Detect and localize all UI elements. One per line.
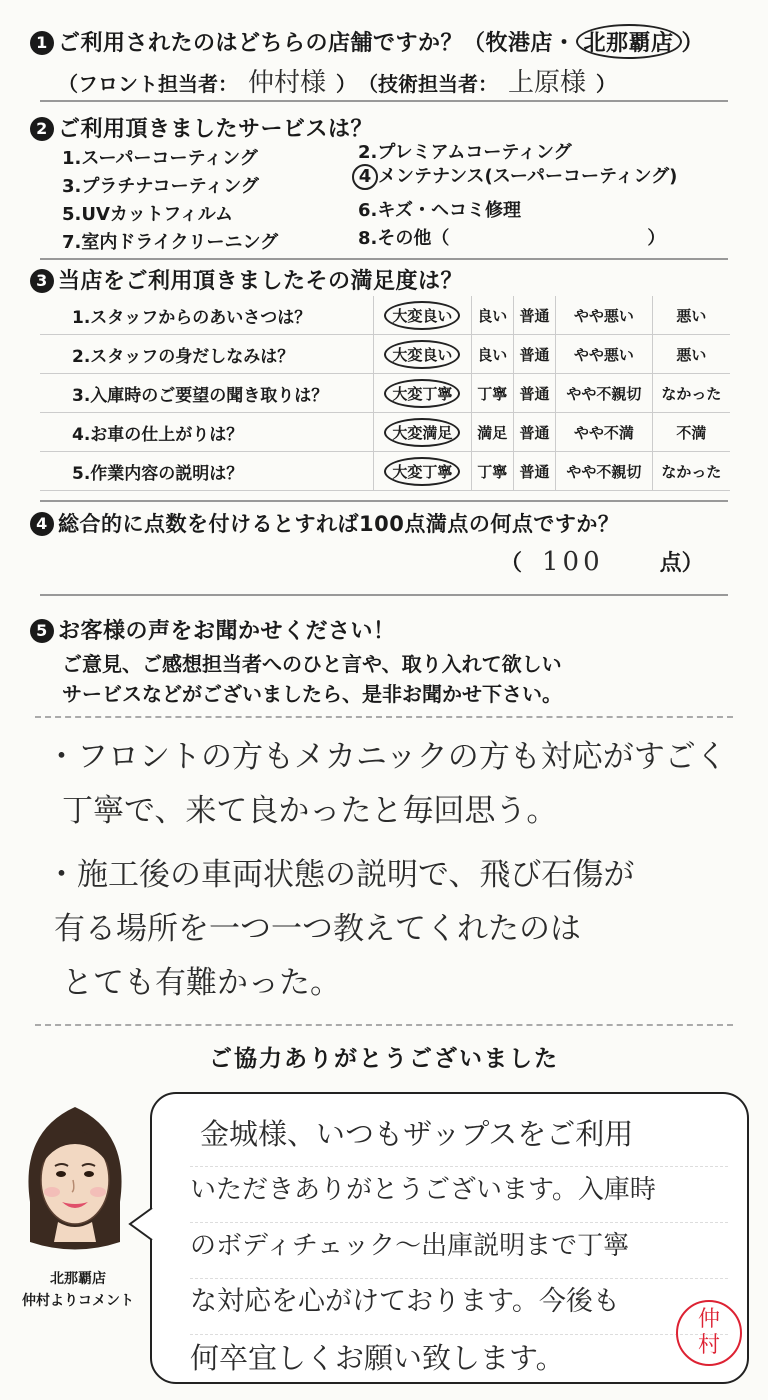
reply-line: な対応を心がけております。今後も [190,1286,620,1317]
option: 悪い [652,296,730,335]
option: やや不親切 [556,452,653,491]
front-staff-label: （フロント担当者： [58,72,238,96]
comment-top-rule [35,716,733,718]
comment-line: ・施工後の車両状態の説明で、飛び石傷が [46,857,635,893]
reply-line: 何卒宜しくお願い致します。 [190,1341,565,1375]
staff-reply [190,1106,656,1386]
tech-staff-close: ） [596,72,617,96]
front-staff-close: ） [336,72,357,96]
q5-line-2: ご意見、ご感想担当者へのひと言や、取り入れて欲しい [62,652,562,676]
row-question: 5.作業内容の説明は？ [40,452,374,491]
reply-line: 金城様、いつもザップスをご利用 [200,1117,634,1151]
satisfaction-table [40,296,730,491]
bubble-tail-icon [128,1206,154,1242]
option: 不満 [652,413,730,452]
staff-caption-store: 北那覇店 [50,1271,106,1287]
q1-store-selected: 北那覇店 [576,24,682,59]
q1-number: 1 [30,31,54,55]
option: 満足 [471,413,513,452]
front-staff-name: 仲村様 [248,68,327,98]
row-question: 3.入庫時のご要望の聞き取りは？ [40,374,374,413]
option: 良い [471,296,513,335]
table-row [40,452,730,491]
table-row [40,374,730,413]
comment-line: とても有難かった。 [62,965,341,1001]
option-selected: 大変満足 [374,413,472,452]
score-unit: 点） [659,551,704,576]
q5-line-3: サービスなどがございましたら、是非お聞かせ下さい。 [62,682,562,706]
q4-text: 総合的に点数を付けるとすれば100点満点の何点ですか？ [58,512,620,536]
staff-caption-comment: 仲村よりコメント [22,1293,134,1309]
staff-caption [10,1268,146,1312]
option: 丁寧 [471,452,513,491]
row-question: 2.スタッフの身だしなみは？ [40,335,374,374]
service-6: 6.キズ・ヘコミ修理 [358,200,522,221]
option: なかった [652,452,730,491]
comment-line: 有る場所を一つ一つ教えてくれたのは [54,911,581,947]
q5-number: 5 [30,619,54,643]
q1-staff-line [58,62,616,99]
q2-header [30,112,373,143]
divider [40,258,728,260]
option: 悪い [652,335,730,374]
service-4-number-circled: 4 [352,164,378,190]
service-3: 3.プラチナコーティング [62,176,259,197]
option: やや悪い [556,296,653,335]
q3-number: 3 [30,269,54,293]
comment-bottom-rule [35,1024,733,1026]
service-4 [352,162,677,190]
service-4-label: メンテナンス(スーパーコーティング) [378,166,678,187]
option: 普通 [513,296,555,335]
table-row [40,296,730,335]
service-7: 7.室内ドライクリーニング [62,232,279,253]
tech-staff-label: （技術担当者： [368,72,499,96]
comment-line: ・フロントの方もメカニックの方も対応がすごく [46,739,727,775]
option: なかった [652,374,730,413]
q3-text: 当店をご利用頂きましたその満足度は？ [58,269,464,294]
service-2: 2.プレミアムコーティング [358,142,572,163]
comment-line: 丁寧で、来て良かったと毎回思う。 [62,793,558,829]
q4-number: 4 [30,512,54,536]
option: 良い [471,335,513,374]
reply-line: いただきありがとうございます。入庫時 [190,1175,656,1205]
option: やや不親切 [556,374,653,413]
q5-header [30,614,396,645]
reply-line: のボディチェック～出庫説明まで丁寧 [190,1231,630,1261]
service-1: 1.スーパーコーティング [62,148,258,169]
option-selected: 大変良い [374,296,472,335]
q2-text: ご利用頂きましたサービスは？ [58,117,374,142]
divider [40,100,728,102]
q5-text: お客様の声をお聞かせください！ [58,619,396,644]
option: 普通 [513,452,555,491]
name-stamp [676,1300,742,1366]
service-5: 5.UVカットフィルム [62,204,234,225]
q1-header [30,24,704,59]
option: やや悪い [556,335,653,374]
option-selected: 大変丁寧 [374,374,472,413]
q4-header [30,508,619,538]
score-open: （ [500,551,523,576]
table-row [40,335,730,374]
q1-close: ） [681,31,705,56]
option: やや不満 [556,413,653,452]
option-selected: 大変良い [374,335,472,374]
row-question: 4.お車の仕上がりは？ [40,413,374,452]
option: 丁寧 [471,374,513,413]
staff-avatar [10,1092,140,1272]
divider [40,594,728,596]
tech-staff-name: 上原様 [508,68,587,98]
option-selected: 大変丁寧 [374,452,472,491]
option: 普通 [513,335,555,374]
q1-text: ご利用されたのはどちらの店舗ですか？（牧港店・ [58,31,576,56]
q4-score-line [500,546,704,577]
row-question: 1.スタッフからのあいさつは？ [40,296,374,335]
customer-comment [46,730,727,1010]
service-8: 8.その他（ ） [358,228,666,249]
option: 普通 [513,374,555,413]
option: 普通 [513,413,555,452]
thanks-message: ご協力ありがとうございました [209,1046,559,1072]
table-row [40,413,730,452]
q2-number: 2 [30,117,54,141]
score-value: 100 [542,547,604,577]
divider [40,500,728,502]
stamp-char: 村 [697,1333,720,1358]
stamp-char: 仲 [697,1307,720,1332]
q3-header [30,264,463,295]
